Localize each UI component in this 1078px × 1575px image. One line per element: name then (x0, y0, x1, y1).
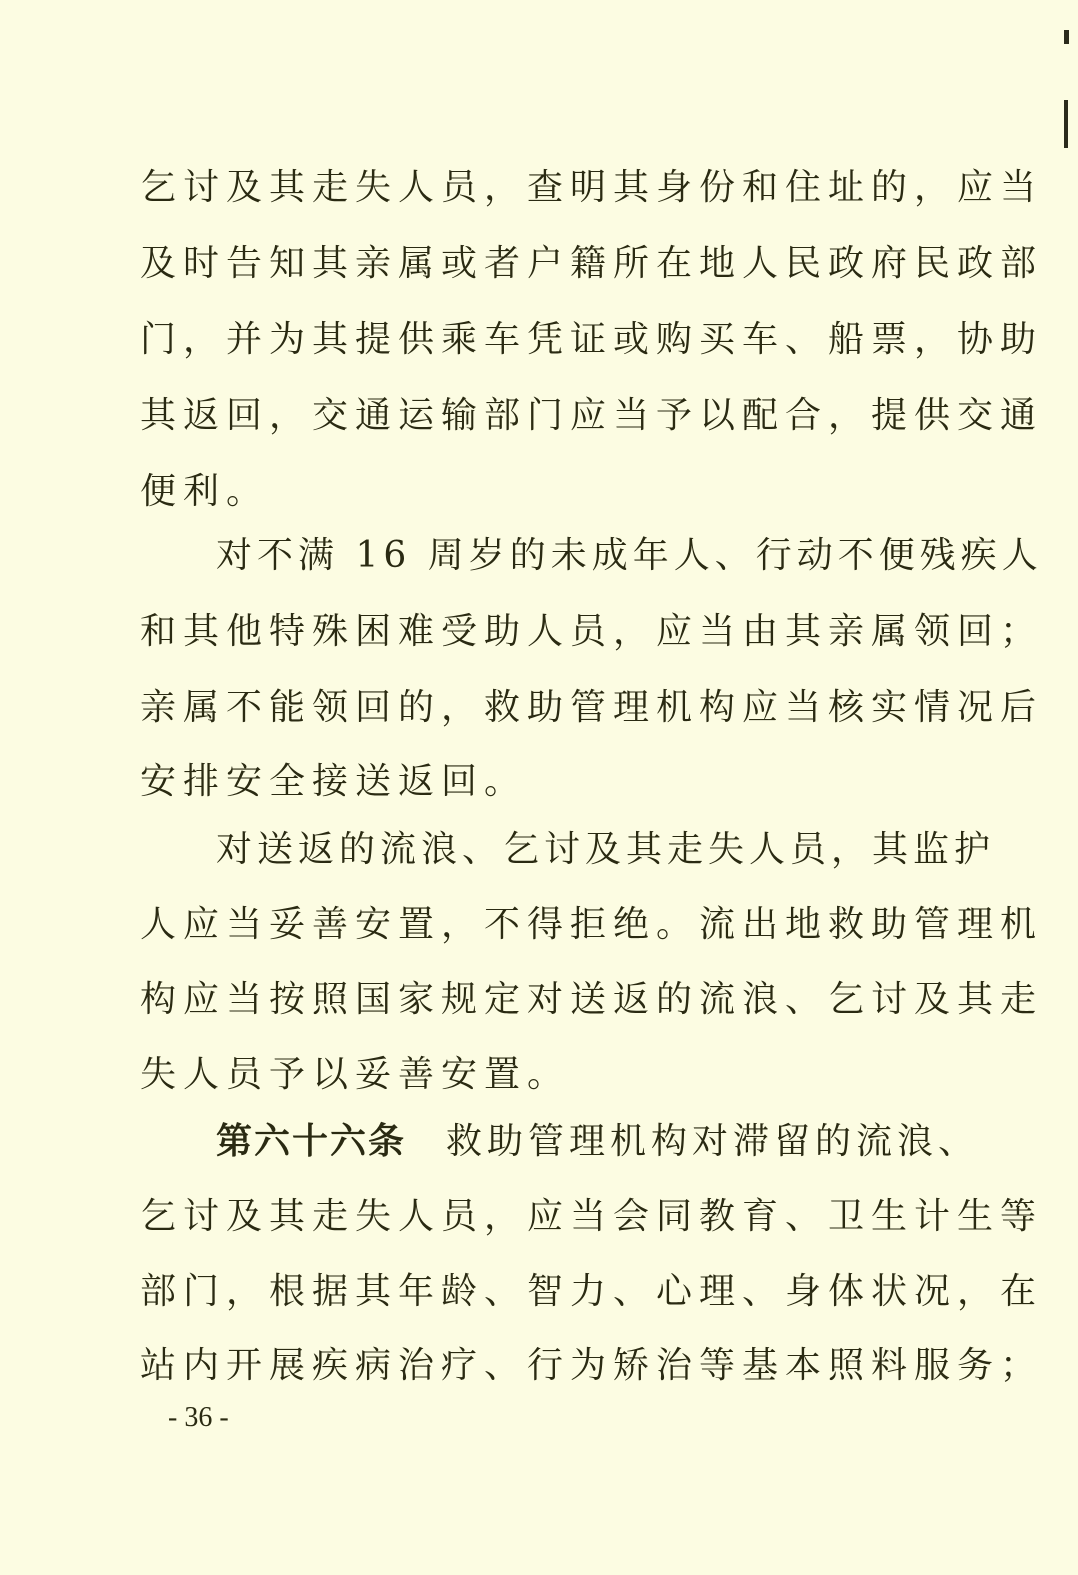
article-text: 救助管理机构对滞留的流浪、 (446, 1121, 980, 1162)
text-line: 安排安全接送返回。 (140, 761, 528, 802)
text-line: 失人员予以妥善安置。 (140, 1054, 571, 1095)
text-line: 部门，根据其年龄、智力、心理、身体状况，在 (140, 1271, 1044, 1312)
text-line: 亲属不能领回的，救助管理机构应当核实情况后 (140, 687, 1044, 728)
text-line: 构应当按照国家规定对送返的流浪、乞讨及其走 (140, 979, 1044, 1020)
article-heading: 第六十六条 (216, 1121, 407, 1162)
text-line: 人应当妥善安置，不得拒绝。流出地救助管理机 (140, 904, 1044, 945)
text-line: 对送返的流浪、乞讨及其走失人员，其监护 (216, 829, 996, 870)
text-line: 乞讨及其走失人员，应当会同教育、卫生计生等 (140, 1196, 1044, 1237)
article-line (216, 1112, 980, 1172)
page-number: - 36 - (168, 1402, 229, 1433)
text-line: 和其他特殊困难受助人员，应当由其亲属领回； (140, 611, 1044, 652)
scan-edge-mark (1064, 30, 1069, 44)
text-line: 其返回，交通运输部门应当予以配合，提供交通 (140, 395, 1044, 436)
text-line: 及时告知其亲属或者户籍所在地人民政府民政部 (140, 243, 1044, 284)
text-line: 门，并为其提供乘车凭证或购买车、船票，协助 (140, 319, 1044, 360)
text-line: 对不满 16 周岁的未成年人、行动不便残疾人 (216, 535, 1043, 576)
scan-edge-mark (1064, 100, 1068, 148)
text-line: 站内开展疾病治疗、行为矫治等基本照料服务； (140, 1345, 1044, 1386)
text-line: 乞讨及其走失人员，查明其身份和住址的，应当 (140, 167, 1044, 208)
text-line: 便利。 (140, 471, 270, 512)
